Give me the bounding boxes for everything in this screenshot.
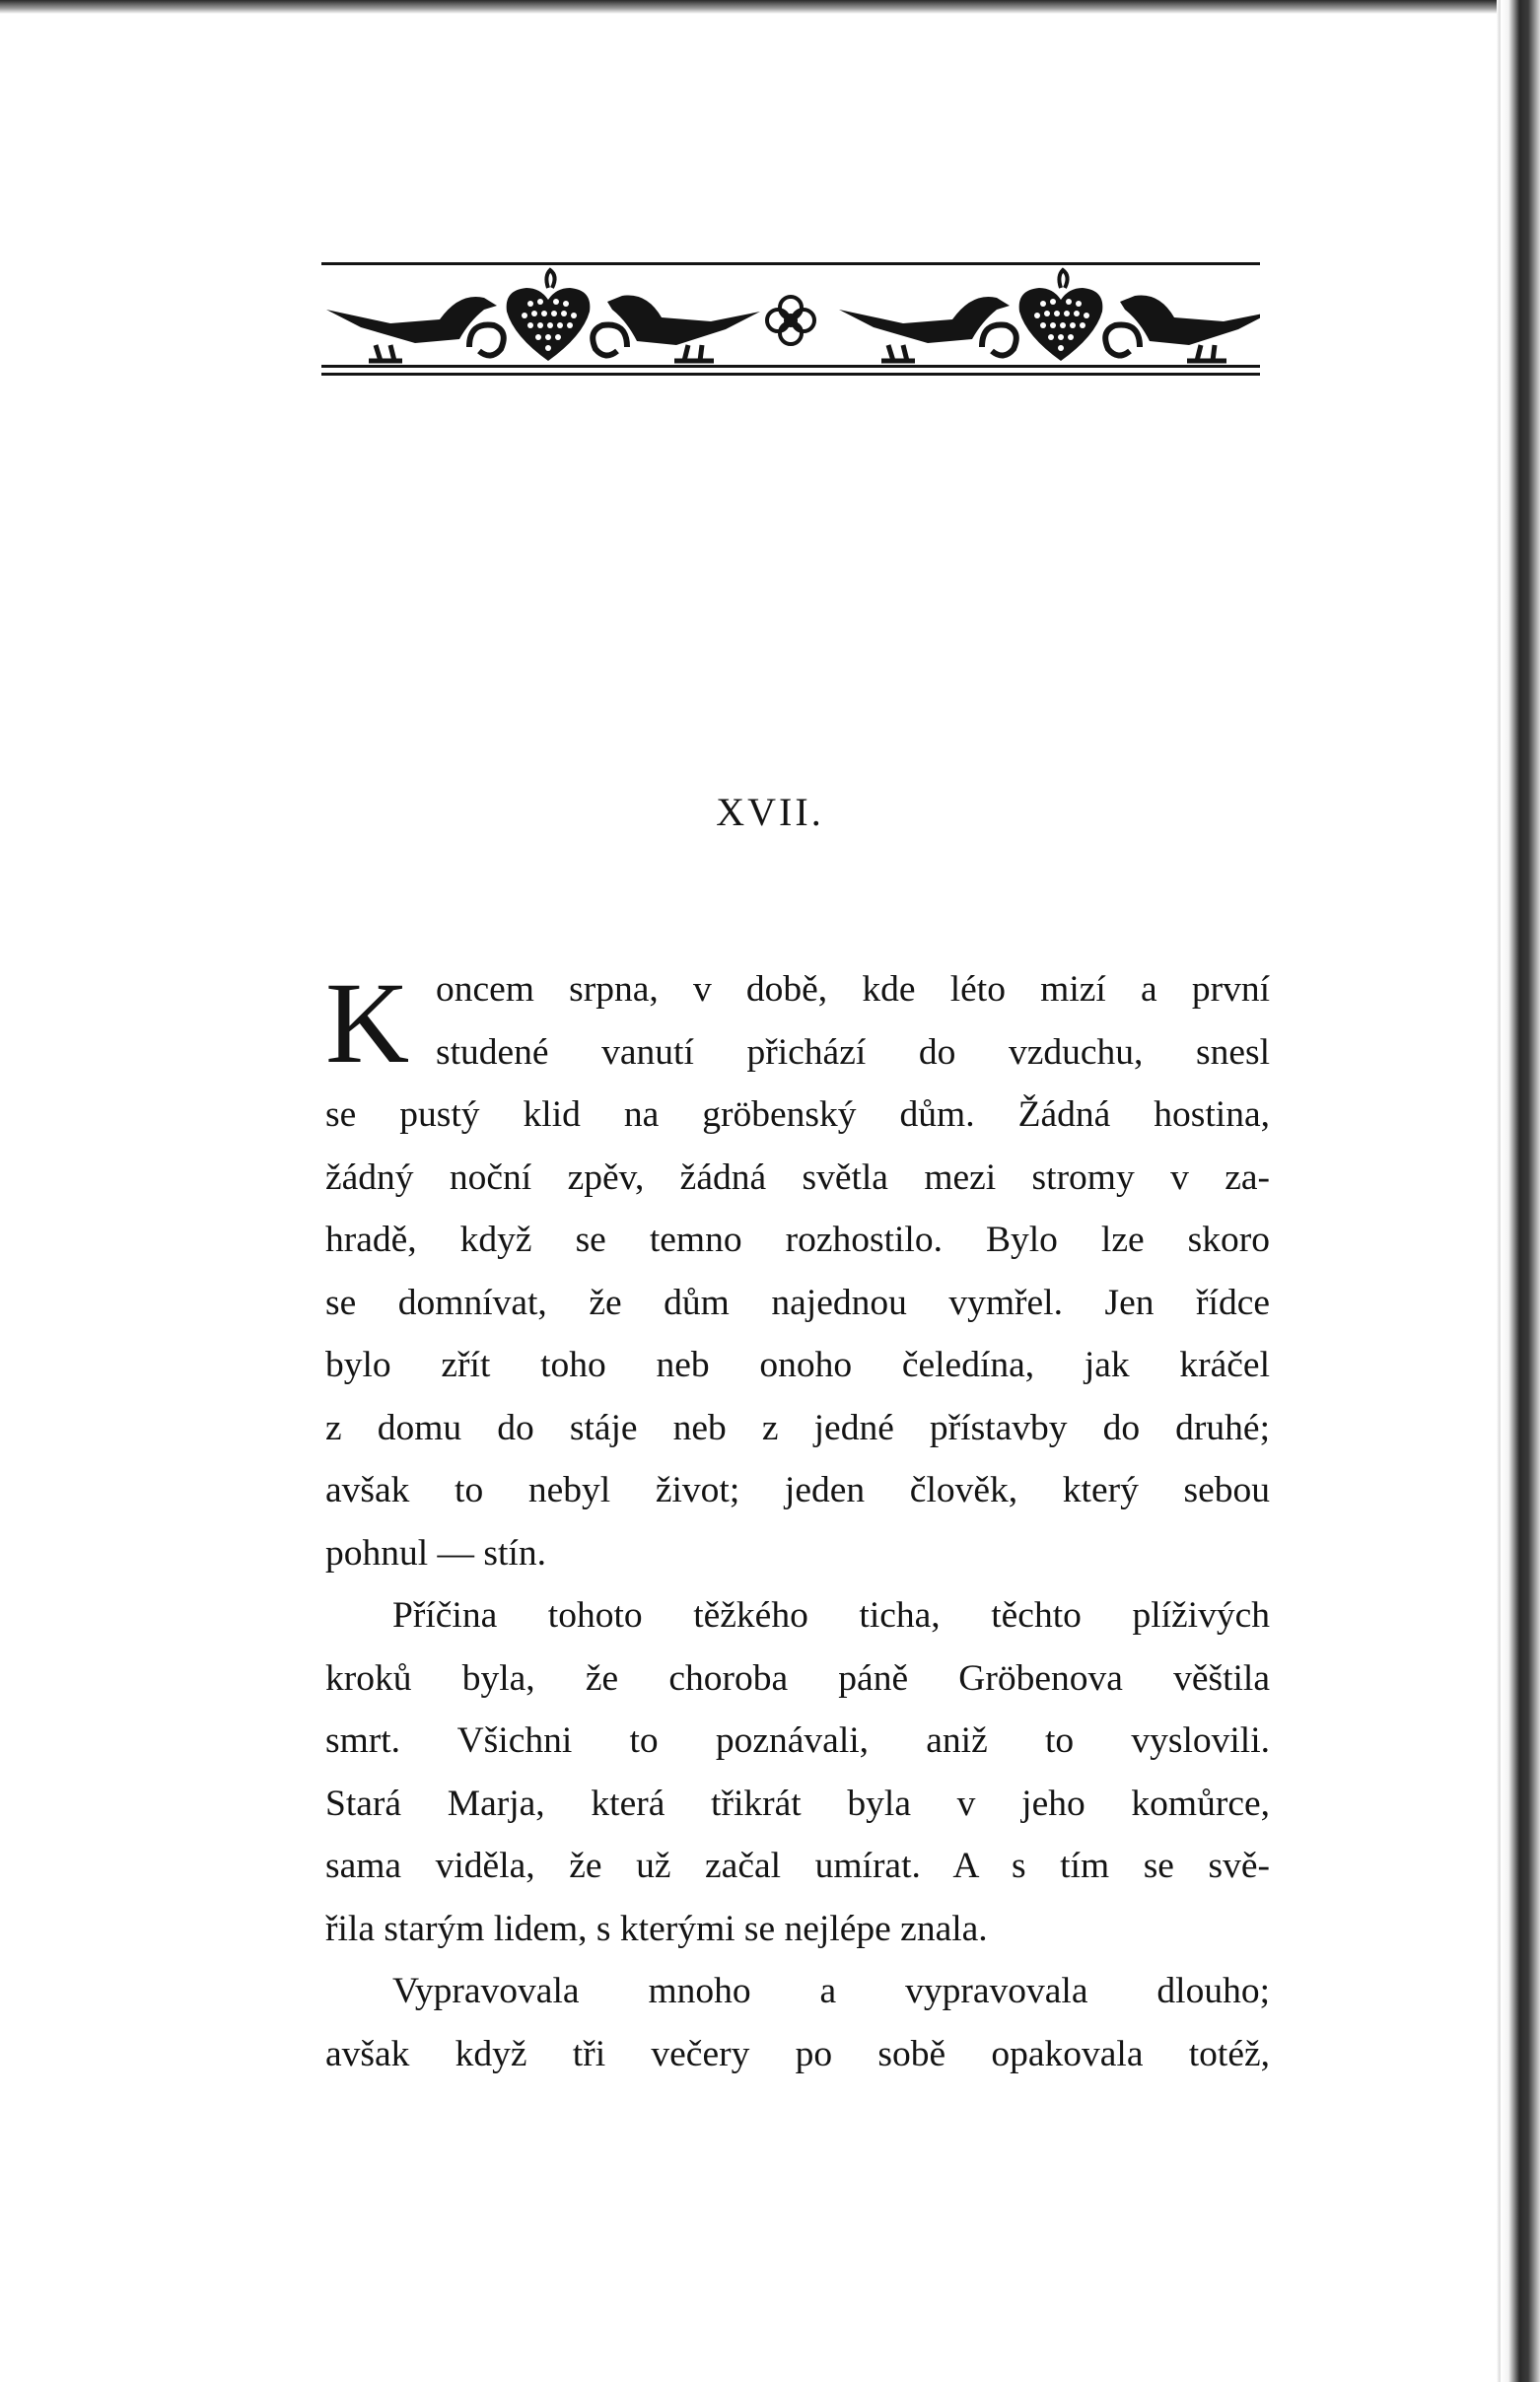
scan-right-edge	[1501, 0, 1540, 2382]
text-line: studené vanutí přichází do vzduchu, snesl	[436, 1031, 1270, 1073]
text-line: smrt. Všichni to poznávali, aniž to vyslovili.	[325, 1720, 1270, 1761]
text-line: kroků byla, že choroba páně Gröbenova věštila	[325, 1657, 1270, 1699]
text-line: bylo zřít toho neb onoho čeledína, jak kráčel	[325, 1345, 1270, 1385]
text-line: avšak to nebyl život; jeden člověk, který sebou	[325, 1470, 1270, 1510]
text-line: se pustý klid na gröbenský dům. Žádná hostina,	[325, 1094, 1270, 1135]
text-line: Příčina tohoto těžkého ticha, těchto plíživých	[392, 1595, 1270, 1636]
text-line: Vypravovala mnoho a vypravovala dlouho;	[392, 1971, 1270, 2011]
chapter-number: XVII.	[716, 790, 824, 834]
text-line: se domnívat, že dům najednou vymřel. Jen řídce	[325, 1282, 1270, 1323]
text-line: řila starým lidem, s kterými se nejlépe znala.	[325, 1908, 988, 1949]
text-line: hradě, když se temno rozhostilo. Bylo lze skoro	[325, 1220, 1270, 1260]
text-line: avšak když tři večery po sobě opakovala totéž,	[325, 2033, 1270, 2074]
text-line: žádný noční zpěv, žádná světla mezi stromy v za-	[325, 1156, 1270, 1198]
text-line: Stará Marja, která třikrát byla v jeho komůrce,	[325, 1783, 1270, 1824]
drop-cap-letter: K	[325, 958, 410, 1087]
paragraph-2	[325, 1584, 1270, 1960]
bird-heart-motif	[326, 270, 760, 361]
text-line: sama viděla, že už začal umírat. A s tím se svě-	[325, 1846, 1270, 1886]
scan-top-edge	[0, 0, 1540, 14]
text-line: oncem srpna, v době, kde léto mizí a první	[436, 969, 1270, 1010]
paragraph-3	[325, 1960, 1270, 2085]
text-line: z domu do stáje neb z jedné přístavby do druhé;	[325, 1407, 1270, 1448]
header-ornament	[321, 262, 1260, 390]
text-line: pohnul — stín.	[325, 1532, 546, 1574]
body-text	[325, 958, 1270, 2085]
flower-ornament	[767, 297, 814, 344]
paragraph-1	[325, 958, 1270, 1584]
